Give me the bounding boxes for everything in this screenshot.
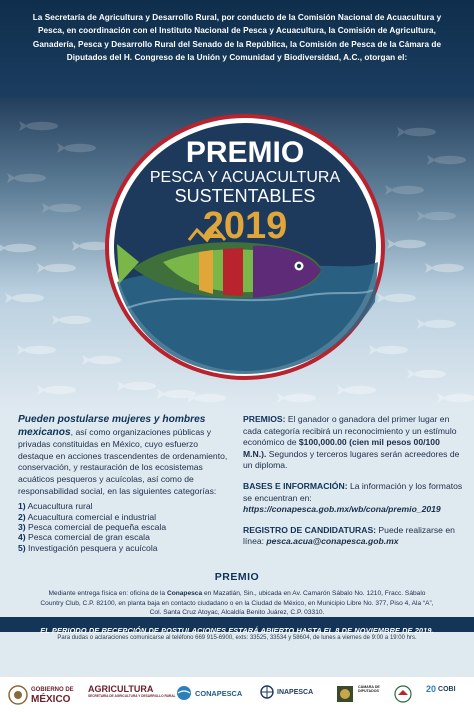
info-column	[243, 414, 463, 557]
cobi-text: COBI	[438, 686, 456, 693]
delivery-text: Mediante entrega física en: oficina de la Conapesca en Mazatlán, Sin., ubicada en Av. Camarón Sábalo No. 1210, Fracc. Sábalo Country Club, C.P. 82100, en planta baja en contacto ciudadano o en la Ciudad de México, en Municipio Libre No. 377, Piso 4, Ala “A”, Col. Santa Cruz Atoyac, Alcaldía Benito Juárez, C.P. 03310.	[40, 590, 434, 617]
bases-link[interactable]: https://conapesca.gob.mx/wb/cona/premio_2019	[243, 504, 441, 515]
deadline-text: EL PERIODO DE RECEPCIÓN DE POSTULACIONES ESTARÁ ABIERTO HASTA EL 8 DE NOVIEMBRE DE 2019.	[40, 626, 434, 635]
emblem-subtitle-1: PESCA Y ACUACULTURA	[149, 169, 341, 186]
registro-heading: REGISTRO DE CANDIDATURAS:	[243, 524, 377, 535]
gobierno-text-2: MÉXICO	[31, 694, 71, 705]
logo-stage	[0, 98, 474, 410]
eligibility-lead: Pueden postularse mujeres y hombres mexicanos	[18, 414, 206, 438]
agricultura-logo	[88, 685, 176, 698]
camara-text-2: DIPUTADOS	[358, 689, 379, 694]
contact-text: Para dudas o aclaraciones comunicarse al teléfono 669 915-6900, exts: 33525, 33534 y 58604, de lunes a viernes de 9:00 a 19:00 hrs.	[57, 635, 417, 641]
category-item: 5) Investigación pesquera y acuícola	[18, 542, 158, 553]
category-item: 1) Acuacultura rural	[18, 501, 93, 512]
agricultura-text-2: SECRETARÍA DE AGRICULTURA Y DESARROLLO RURAL	[88, 694, 176, 698]
registro-block: REGISTRO DE CANDIDATURAS: Puede realizarse en línea: pesca.acua@conapesca.gob.mx	[243, 524, 455, 547]
category-item: 4) Pesca comercial de gran escala	[18, 532, 150, 543]
inapesca-text: INAPESCA	[277, 688, 314, 696]
senado-seal-icon	[336, 685, 354, 703]
camara-text-1: CÁMARA DE	[358, 685, 380, 689]
category-item: 2) Acuacultura comercial e industrial	[18, 511, 157, 522]
header-banner	[0, 0, 474, 98]
bases-heading: BASES E INFORMACIÓN:	[243, 480, 348, 491]
mexico-coat-of-arms-icon	[8, 685, 28, 705]
cobi-logo	[426, 685, 456, 694]
emblem-subtitle-2: SUSTENTABLES	[174, 186, 316, 206]
agricultura-text-1: AGRICULTURA	[88, 684, 154, 694]
premio-emblem	[103, 112, 387, 382]
premio-label: PREMIO	[214, 571, 260, 583]
registro-email-link[interactable]: pesca.acua@conapesca.gob.mx	[266, 536, 399, 547]
conapesca-globe-icon	[176, 685, 192, 701]
eligibility-paragraph	[18, 414, 234, 497]
sponsor-logo-bar	[0, 676, 474, 712]
bases-block: BASES E INFORMACIÓN: La información y los formatos se encuentran en: https://conapesca.gob.mx/wb/cona/premio_2019	[243, 480, 463, 515]
conapesca-text: CONAPESCA	[195, 688, 243, 698]
emblem-title: PREMIO	[185, 136, 305, 169]
eligibility-column	[18, 414, 234, 553]
gobierno-text-1: GOBIERNO DE	[31, 687, 74, 693]
category-item: 3) Pesca comercial de pequeña escala	[18, 521, 167, 532]
eligibility-body: , así como organizaciones públicas y privadas constituidas en México, cuyo esfuerzo destaque en acciones trascendentes de ordenamiento, conservación, y restauración de los ecosistemas acuáticos pesqueros y acuícolas, así como de responsabilidad social, en las siguientes categorías:	[18, 426, 228, 496]
camara-logo	[358, 685, 380, 694]
header-text: La Secretaría de Agricultura y Desarrollo Rural, por conducto de la Comisión Nacional de Acuacultura y Pesca, en coordinación con el Instituto Nacional de Pesca y Acuacultura, la Comisión de Agricultura, Ganadería, Pesca y Desarrollo Rural del Senado de la República, la Comisión de Pesca de la Cámara de Diputados del H. Congreso de la Unión y Comunidad y Biodiversidad, A.C., otorgan el:	[32, 13, 442, 63]
cobi-number: 20	[426, 684, 437, 694]
deadline-band	[0, 617, 474, 635]
prizes-heading: PREMIOS:	[243, 414, 286, 424]
prizes-block: PREMIOS: El ganador o ganadora del primer lugar en cada categoría recibirá un reconocimiento y un estímulo económico de $100,000.00 (cien mil pesos 00/100 M.N.). Segundos y terceros lugares serán acreedores de un diploma.	[243, 414, 460, 471]
senado-logo	[336, 685, 354, 703]
inapesca-globe-icon	[260, 685, 274, 699]
camara-eagle-icon	[394, 685, 412, 703]
gobierno-logo	[8, 685, 74, 705]
category-list	[18, 501, 234, 553]
conapesca-logo	[176, 685, 242, 701]
emblem-year: 2019	[202, 205, 288, 247]
camara-eagle-logo	[394, 685, 412, 703]
prize-amount: $100,000.00 (cien mil pesos 00/100 M.N.).	[243, 437, 440, 459]
inapesca-logo	[260, 685, 313, 699]
